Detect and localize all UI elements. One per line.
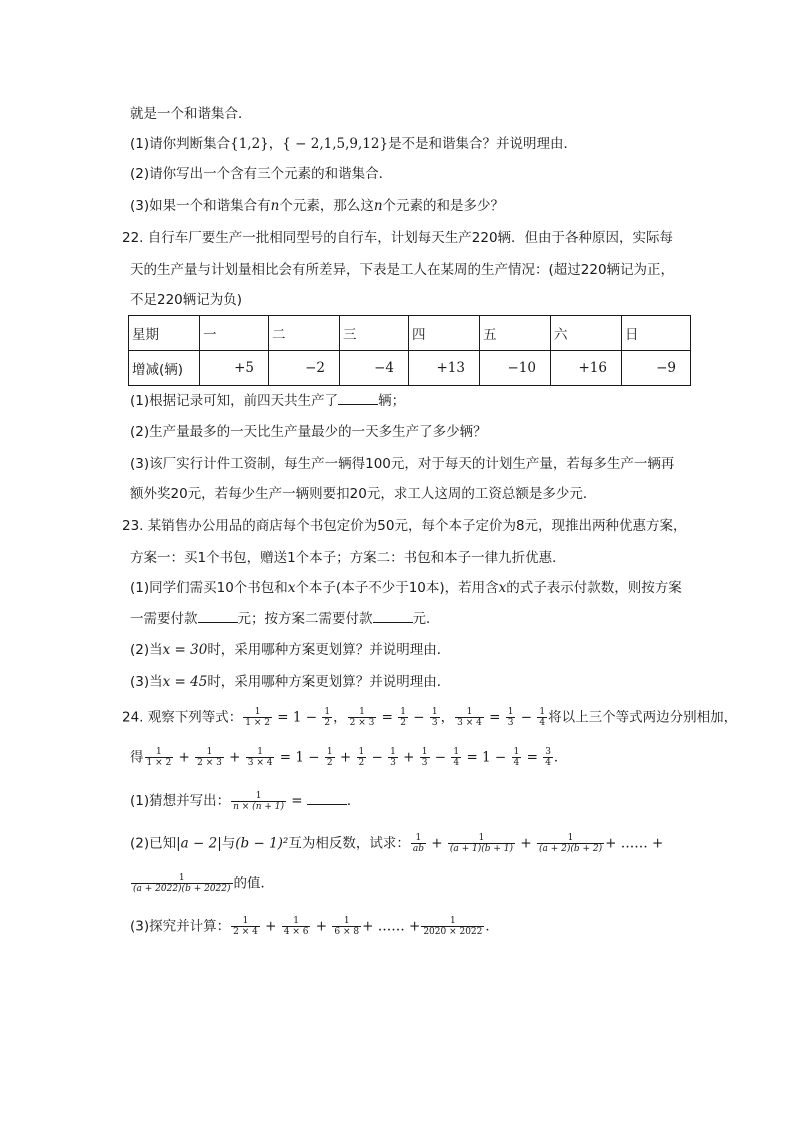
frac-num: 1 bbox=[455, 707, 484, 718]
q23-part1-line1 bbox=[130, 578, 682, 598]
production-table bbox=[128, 315, 691, 386]
table-header-cell: 三 bbox=[340, 316, 409, 351]
frac-num: 1 bbox=[448, 833, 515, 844]
fraction bbox=[131, 873, 233, 894]
q21-set2: { − 2,1,5,9,12} bbox=[282, 136, 389, 152]
table-header-cell: 五 bbox=[480, 316, 551, 351]
frac-den: 2 bbox=[358, 758, 365, 768]
frac-num: 1 bbox=[539, 707, 546, 717]
q22-line2: 天的生产量与计划量相比会有所差异，下表是工人在某周的生产情况：(超过220辆记为正， bbox=[130, 262, 675, 278]
fraction bbox=[195, 747, 224, 768]
fraction bbox=[506, 707, 516, 728]
q22-line3: 不足220辆记为负) bbox=[130, 292, 243, 308]
frac-num: 1 bbox=[231, 916, 260, 927]
frac-den: (a + 2022)(b + 2022) bbox=[133, 884, 231, 894]
q22-part1-text: (1)根据记录可知，前四天共生产了 bbox=[130, 393, 339, 409]
frac-den: 4 × 6 bbox=[283, 927, 309, 937]
frac-num: 1 bbox=[145, 747, 174, 758]
fraction bbox=[421, 916, 484, 937]
frac-num: 1 bbox=[507, 707, 514, 717]
frac-num: 1 bbox=[243, 707, 272, 718]
q23-line2: 方案一：买1个书包，赠送1个本子；方案二：书包和本子一律九折优惠． bbox=[130, 550, 566, 566]
q21-part3-mid: 个元素，那么这 bbox=[279, 198, 374, 214]
q24-part3-text: (3)探究并计算： bbox=[130, 918, 231, 935]
q24-part3: (3)探究并计算： $\frac{1}{2 \times 4}$ + $\frac{1}{4 \times 6}$ + $\frac{1}{6 \times 8}$ + …… + $\frac{1}{2020 \times 2022}$ ． bbox=[130, 916, 499, 937]
q23-part2-end: 时，采用哪种方案更划算？并说明理由． bbox=[207, 642, 451, 658]
q23-part2 bbox=[130, 640, 450, 660]
q24-part2-line2 bbox=[130, 873, 274, 894]
frac-num: 1 bbox=[537, 833, 604, 844]
q24-square: (b − 1)² bbox=[235, 835, 289, 852]
fraction bbox=[325, 747, 335, 768]
q21-var-n2: n bbox=[373, 198, 383, 214]
q21-part3-end: 个元素的和是多少？ bbox=[382, 198, 505, 214]
frac-den: 4 bbox=[453, 758, 460, 768]
frac-den: 6 × 8 bbox=[334, 927, 360, 937]
fraction bbox=[348, 707, 377, 728]
frac-den: 2 × 3 bbox=[197, 758, 222, 768]
table-cell: +13 bbox=[409, 351, 480, 386]
frac-den: 2 bbox=[326, 758, 333, 768]
frac-num: 1 bbox=[421, 916, 484, 927]
frac-den: 4 bbox=[539, 718, 546, 728]
fraction bbox=[537, 833, 604, 854]
fraction bbox=[243, 707, 272, 728]
table-cell: +16 bbox=[551, 351, 622, 386]
frac-den: 1 × 2 bbox=[146, 758, 172, 768]
frac-num: 1 bbox=[326, 747, 333, 757]
q23-var-x2: x bbox=[498, 580, 507, 596]
fraction bbox=[430, 707, 440, 728]
frac-num: 1 bbox=[131, 873, 233, 884]
ellipsis: + …… + bbox=[605, 835, 664, 852]
q21-part3 bbox=[130, 196, 504, 216]
q23-part2-text: (2)当 bbox=[130, 642, 163, 658]
q23-unit: 元． bbox=[412, 611, 440, 627]
q23-part3 bbox=[130, 672, 450, 692]
table-header-cell: 星期 bbox=[129, 316, 200, 351]
q24-abs: |a − 2| bbox=[176, 835, 222, 852]
frac-num: 1 bbox=[332, 916, 361, 927]
q24-intro-end: 将以上三个等式两边分别相加， bbox=[548, 709, 738, 726]
table-header-cell: 四 bbox=[409, 316, 480, 351]
q21-sep: ， bbox=[268, 136, 283, 152]
frac-num: 1 bbox=[400, 707, 406, 717]
fraction bbox=[420, 747, 430, 768]
frac-num: 1 bbox=[231, 791, 286, 802]
frac-den: (a + 2)(b + 2) bbox=[538, 844, 603, 854]
q24-part2-mid: 互为相反数，试求： bbox=[288, 835, 410, 852]
frac-den: 2 bbox=[400, 718, 406, 728]
q23-part1-line2 bbox=[130, 608, 440, 629]
q23-plan1-text: 一需要付款 bbox=[130, 611, 198, 627]
frac-den: 4 bbox=[545, 758, 551, 768]
q23-line1: 23. 某销售办公用品的商店每个书包定价为50元，每个本子定价为8元，现推出两种优惠方案， bbox=[122, 518, 687, 534]
frac-den: n × (n + 1) bbox=[233, 801, 284, 812]
q23-plan2-text: 元；按方案二需要付款 bbox=[237, 611, 373, 627]
frac-den: 3 × 4 bbox=[457, 718, 482, 728]
q21-intro: 就是一个和谐集合． bbox=[130, 106, 252, 122]
q23-part1-text: (1)同学们需买10个书包和 bbox=[130, 580, 288, 596]
q21-set1: {1,2} bbox=[230, 136, 269, 152]
frac-num: 1 bbox=[195, 747, 224, 758]
fraction bbox=[246, 747, 275, 768]
answer-blank bbox=[338, 390, 378, 405]
table-cell: −10 bbox=[480, 351, 551, 386]
frac-num: 1 bbox=[453, 747, 460, 757]
table-cell: −2 bbox=[269, 351, 340, 386]
q23-var-x: x bbox=[287, 580, 296, 596]
answer-blank bbox=[307, 790, 347, 805]
table-row-label: 增减(辆) bbox=[129, 351, 200, 386]
q23-part1-mid: 个本子(本子不少于10本)，若用含 bbox=[295, 580, 499, 596]
frac-num: 1 bbox=[421, 747, 428, 757]
table-row bbox=[129, 351, 691, 386]
q22-part2: (2)生产量最多的一天比生产量最少的一天多生产了多少辆？ bbox=[130, 424, 487, 440]
q22-part1 bbox=[130, 390, 405, 411]
fraction bbox=[537, 707, 547, 728]
q24-part2-text: (2)已知 bbox=[130, 835, 177, 852]
fraction bbox=[231, 916, 260, 937]
q23-part1-end: 的式子表示付款数，则按方案 bbox=[506, 580, 682, 596]
frac-num: 1 bbox=[390, 747, 396, 757]
q22-part3-line2: 额外奖20元，若每少生产一辆则要扣20元，求工人这周的工资总额是多少元． bbox=[130, 486, 597, 502]
fraction bbox=[451, 747, 461, 768]
q24-yu: 与 bbox=[221, 835, 236, 852]
frac-den: 3 bbox=[431, 718, 438, 728]
q24-line1: 24. 观察下列等式： $\frac{1}{1 \times 2}$ = 1 − $\frac{1}{2}$ ， $\frac{1}{2 \times 3}$ = $\frac{1}{2}$ − $\frac{1}{3}$ ， $\frac{1}{3 \times 4}$ = $\frac{1}{3}$ − $\frac{1}{4}$ 将以上三个等式两边分别相加， bbox=[122, 707, 738, 728]
frac-den: 2 bbox=[324, 718, 331, 728]
fraction bbox=[322, 707, 332, 728]
q24-de: 得 bbox=[130, 749, 144, 766]
table-header-cell: 一 bbox=[200, 316, 269, 351]
frac-num: 1 bbox=[246, 747, 275, 758]
frac-den: (a + 1)(b + 1) bbox=[449, 844, 514, 854]
frac-num: 1 bbox=[431, 707, 438, 717]
q23-eq-30: x = 30 bbox=[162, 642, 208, 658]
fraction bbox=[543, 747, 553, 768]
fraction bbox=[145, 747, 174, 768]
q24-part1: (1)猜想并写出： $\frac{1}{n \times (n + 1)}$ = ． bbox=[130, 790, 361, 812]
frac-num: 3 bbox=[545, 747, 551, 757]
q22-line1: 22. 自行车厂要生产一批相同型号的自行车，计划每天生产220辆．但由于各种原因，实际每 bbox=[122, 230, 674, 246]
fraction bbox=[455, 707, 484, 728]
q21-var-n: n bbox=[270, 198, 280, 214]
frac-num: 1 bbox=[358, 747, 365, 757]
frac-num: 1 bbox=[348, 707, 377, 718]
fraction bbox=[388, 747, 398, 768]
table-header-cell: 日 bbox=[622, 316, 691, 351]
table-header-cell: 六 bbox=[551, 316, 622, 351]
table-cell: −9 bbox=[622, 351, 691, 386]
frac-den: 3 × 4 bbox=[247, 758, 273, 768]
fraction bbox=[398, 707, 408, 728]
q21-part2: (2)请你写出一个含有三个元素的和谐集合． bbox=[130, 166, 393, 182]
answer-blank bbox=[373, 608, 413, 623]
q24-part1-text: (1)猜想并写出： bbox=[130, 793, 231, 809]
q21-part1-end: 是不是和谐集合？并说明理由． bbox=[388, 136, 578, 152]
q24-part2-end: 的值． bbox=[233, 875, 275, 892]
q21-part1-text: (1)请你判断集合 bbox=[130, 136, 231, 152]
q23-part3-text: (3)当 bbox=[130, 674, 163, 690]
frac-den: 3 bbox=[421, 758, 428, 768]
q24-intro: 24. 观察下列等式： bbox=[122, 709, 243, 726]
frac-num: 1 bbox=[513, 747, 520, 757]
answer-blank bbox=[198, 608, 238, 623]
frac-den: 1 × 2 bbox=[245, 718, 270, 728]
frac-num: 1 bbox=[282, 916, 311, 927]
fraction bbox=[231, 791, 286, 812]
frac-den: 3 bbox=[507, 718, 514, 728]
table-cell: +5 bbox=[200, 351, 269, 386]
frac-num: 1 bbox=[411, 833, 426, 844]
frac-den: 3 bbox=[390, 758, 396, 768]
q24-line2: 得 $\frac{1}{1 \times 2}$ + $\frac{1}{2 \times 3}$ + $\frac{1}{3 \times 4}$ = 1 − $\frac{1}{2}$ + $\frac{1}{2}$ − $\frac{1}{3}$ + $\frac{1}{3}$ − $\frac{1}{4}$ = 1 − $\frac{1}{4}$ = $\frac{3}{4}$ ． bbox=[130, 747, 568, 768]
table-cell: −4 bbox=[340, 351, 409, 386]
frac-den: 2 × 4 bbox=[233, 927, 258, 937]
frac-den: ab bbox=[412, 844, 424, 854]
ellipsis: + …… + bbox=[362, 918, 421, 935]
frac-den: 2020 × 2022 bbox=[423, 927, 483, 937]
fraction bbox=[357, 747, 367, 768]
fraction bbox=[411, 833, 426, 854]
frac-den: 2 × 3 bbox=[349, 718, 375, 728]
fraction bbox=[282, 916, 311, 937]
table-header-row bbox=[129, 316, 691, 351]
q23-part3-end: 时，采用哪种方案更划算？并说明理由． bbox=[207, 674, 451, 690]
fraction bbox=[448, 833, 515, 854]
q21-part3-text: (3)如果一个和谐集合有 bbox=[130, 198, 271, 214]
frac-num: 1 bbox=[324, 707, 331, 717]
fraction bbox=[332, 916, 361, 937]
q22-part1-end: 辆； bbox=[378, 393, 406, 409]
frac-den: 4 bbox=[513, 758, 520, 768]
q21-part1 bbox=[130, 134, 577, 154]
q24-part2-line1: (2)已知|a − 2|与(b − 1)²互为相反数，试求： $\frac{1}{ab}$ + $\frac{1}{(a + 1)(b + 1)}$ + $\frac{1}{(a + 2)(b + 2)}$ + …… + bbox=[130, 833, 664, 854]
q23-eq-45: x = 45 bbox=[162, 674, 208, 690]
fraction bbox=[512, 747, 522, 768]
table-header-cell: 二 bbox=[269, 316, 340, 351]
q22-part3-line1: (3)该厂实行计件工资制，每生产一辆得100元，对于每天的计划生产量，若每多生产一辆再 bbox=[130, 456, 675, 472]
